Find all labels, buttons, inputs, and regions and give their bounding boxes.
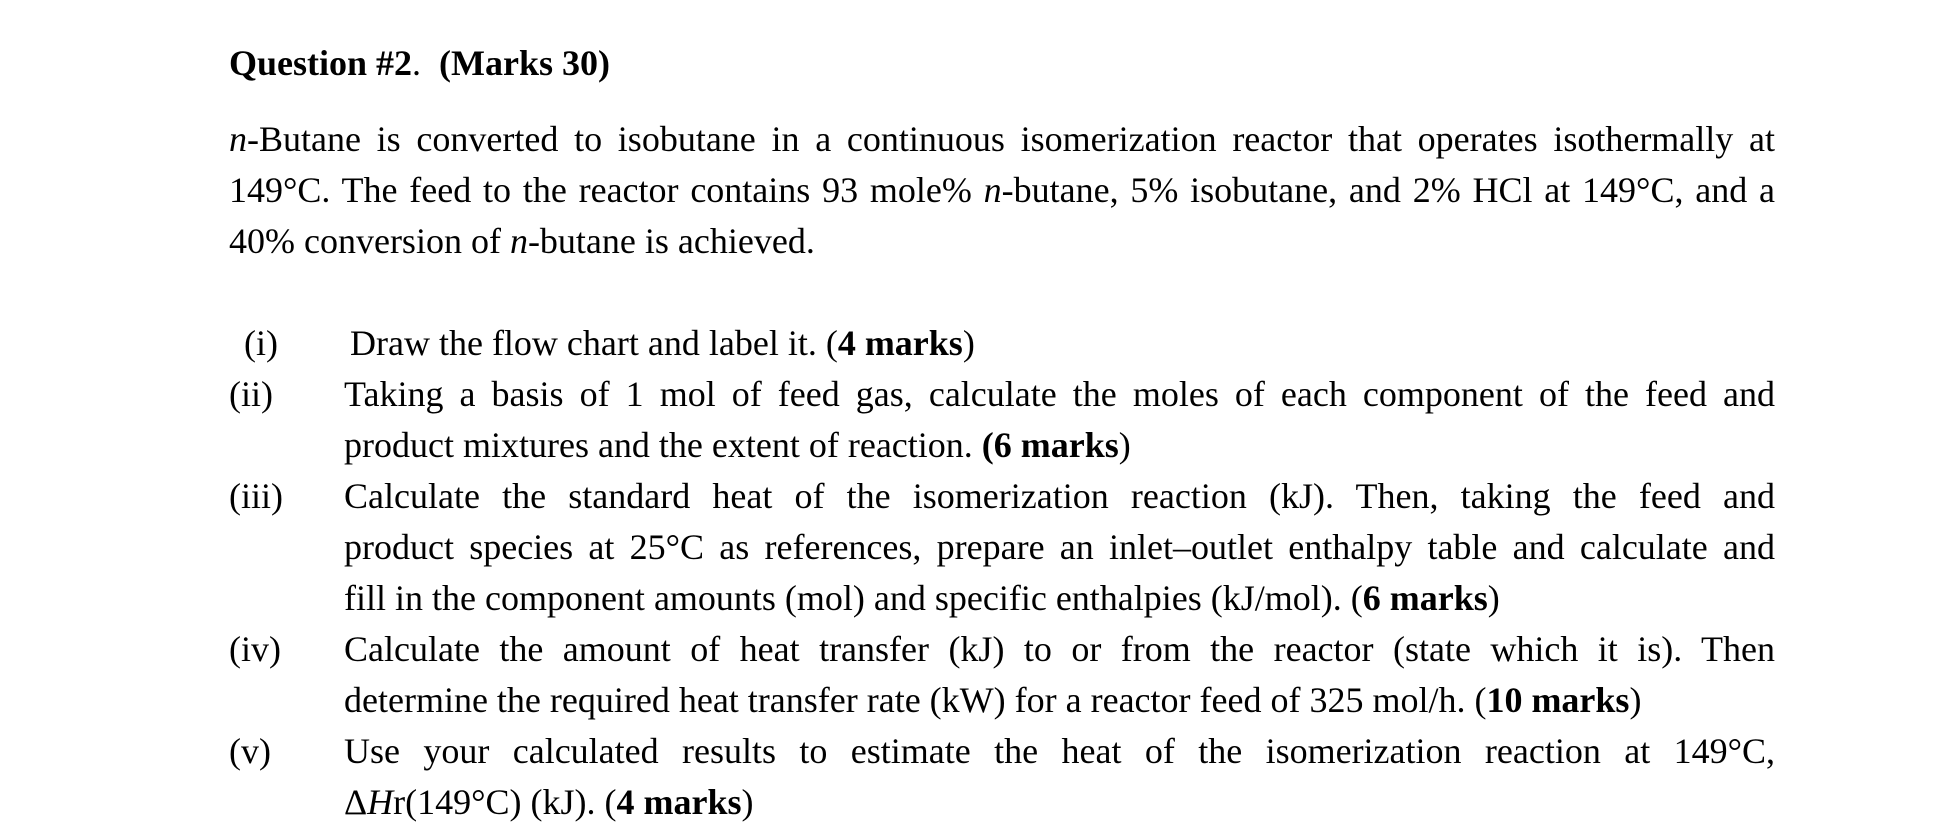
item-marks: 4 marks <box>837 323 963 363</box>
sub-question-v <box>229 726 1775 828</box>
question-title: Question #2 <box>229 43 413 83</box>
sub-questions-list <box>229 318 1775 828</box>
problem-statement <box>229 114 1775 267</box>
question-heading <box>229 38 610 88</box>
item-marks-close: ) <box>962 323 975 363</box>
item-marks-close: ) <box>1629 680 1642 720</box>
sub-question-i <box>229 318 1775 369</box>
item-line: product mixtures and the extent of reaction. <box>344 425 982 465</box>
item-marks-close: ) <box>1487 578 1500 618</box>
item-marks: 10 marks <box>1486 680 1630 720</box>
sub-question-iii <box>229 471 1775 624</box>
item-marks-close: ) <box>741 782 754 822</box>
item-marks-close: ) <box>1118 425 1131 465</box>
italic-h: H <box>367 782 394 822</box>
item-text <box>344 726 1775 828</box>
intro-part-3: -butane is achieved. <box>527 221 815 261</box>
item-line: product species at 25°C as references, prepare an inlet–outlet enthalpy table and calculate and <box>344 527 1775 567</box>
item-line: fill in the component amounts (mol) and specific enthalpies (kJ/mol). ( <box>344 578 1363 618</box>
item-line: Calculate the standard heat of the isomerization reaction (kJ). Then, taking the feed and <box>344 476 1775 516</box>
item-marks: (6 marks <box>981 425 1119 465</box>
italic-n: n <box>229 119 247 159</box>
question-title-separator: . <box>412 43 422 83</box>
italic-n: n <box>983 170 1002 210</box>
sub-question-iv <box>229 624 1775 726</box>
item-line: r(149°C) (kJ). ( <box>393 782 617 822</box>
item-line: Use your calculated results to estimate the heat of the isomerization reaction at 149°C, <box>344 731 1775 771</box>
item-text <box>344 369 1775 471</box>
item-text <box>344 471 1775 624</box>
item-text-body: Draw the flow chart and label it. ( <box>350 323 838 363</box>
item-number: (iv) <box>229 629 281 669</box>
item-line: Calculate the amount of heat transfer (kJ) to or from the reactor (state which it is). Then <box>344 629 1775 669</box>
item-marks: 4 marks <box>616 782 742 822</box>
item-number: (ii) <box>229 374 273 414</box>
item-text <box>350 318 1775 369</box>
intro-part-2: -butane, 5% isobutane, and 2% HCl at 149°C, and a 40% conversion of <box>229 170 1775 261</box>
intro-part-1: -Butane is converted to isobutane in a continuous isomerization reactor that operates isothermally at 149°C. The feed to the reactor contains 93 mole% <box>229 119 1775 210</box>
item-line: Taking a basis of 1 mol of feed gas, calculate the moles of each component of the feed and <box>344 374 1775 414</box>
item-number: (v) <box>229 731 271 771</box>
item-marks: 6 marks <box>1362 578 1488 618</box>
item-line: determine the required heat transfer rate (kW) for a reactor feed of 325 mol/h. ( <box>344 680 1487 720</box>
question-total-marks: (Marks 30) <box>439 43 610 83</box>
italic-n: n <box>509 221 528 261</box>
item-number: (i) <box>244 323 278 363</box>
sub-question-ii <box>229 369 1775 471</box>
item-text <box>344 624 1775 726</box>
item-number: (iii) <box>229 476 283 516</box>
delta-symbol: Δ <box>344 782 368 822</box>
